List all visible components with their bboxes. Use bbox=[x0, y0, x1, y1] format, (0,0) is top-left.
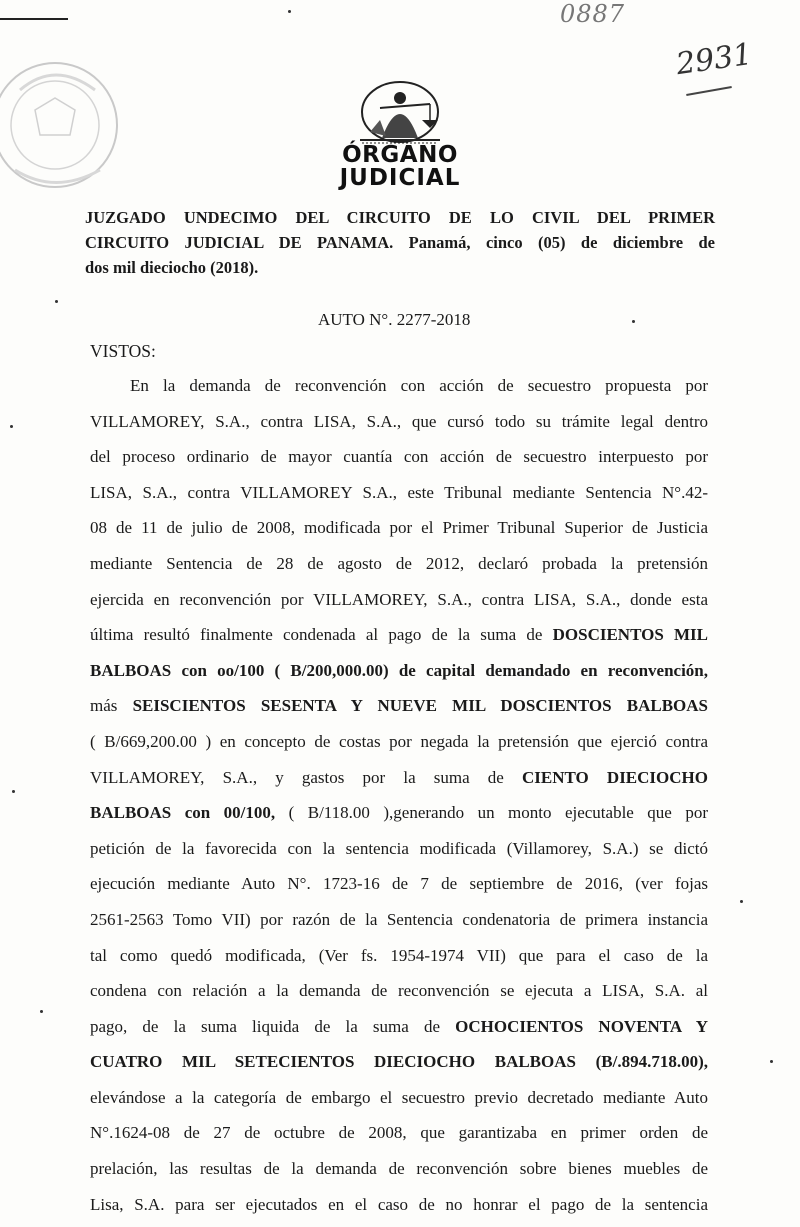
body-line: BALBOAS con 00/100, ( B/118.00 ),generando un monto ejecutable que por bbox=[90, 803, 708, 823]
document-body bbox=[90, 368, 708, 1222]
scan-speck bbox=[12, 790, 15, 793]
scan-speck bbox=[632, 320, 635, 323]
body-line: ( B/669,200.00 ) en concepto de costas por negada la pretensión que ejerció contra bbox=[90, 731, 708, 751]
header-line: dos mil dieciocho (2018). bbox=[85, 258, 259, 277]
handwritten-folio-number: 2931 bbox=[673, 36, 755, 83]
body-line: En la demanda de reconvención con acción de secuestro propuesta por bbox=[130, 376, 708, 395]
body-line: ejecución mediante Auto N°. 1723-16 de 7 de septiembre de 2016, (ver fojas bbox=[90, 874, 708, 894]
body-line: VILLAMOREY, S.A., contra LISA, S.A., que cursó todo su trámite legal dentro bbox=[90, 411, 708, 431]
scan-speck bbox=[40, 1010, 43, 1013]
body-line: petición de la favorecida con la sentencia modificada (Villamorey, S.A.) se dictó bbox=[90, 838, 708, 858]
body-line: del proceso ordinario de mayor cuantía con acción de secuestro interpuesto por bbox=[90, 447, 708, 467]
court-stamp-seal bbox=[0, 30, 140, 190]
handwritten-note: 0887 bbox=[560, 0, 626, 28]
scan-speck bbox=[10, 425, 13, 428]
body-line: VILLAMOREY, S.A., y gastos por la suma de CIENTO DIECIOCHO bbox=[90, 767, 708, 787]
header-line: CIRCUITO JUDICIAL DE PANAMA. Panamá, cinco (05) de diciembre de bbox=[85, 233, 715, 252]
scan-speck bbox=[55, 300, 58, 303]
body-line: LISA, S.A., contra VILLAMOREY S.A., este Tribunal mediante Sentencia N°.42- bbox=[90, 482, 708, 502]
body-line: prelación, las resultas de la demanda de reconvención sobre bienes muebles de bbox=[90, 1159, 708, 1179]
body-line: 2561-2563 Tomo VII) por razón de la Sentencia condenatoria de primera instancia bbox=[90, 909, 708, 929]
body-line: última resultó finalmente condenada al pago de la suma de DOSCIENTOS MIL bbox=[90, 625, 708, 645]
vistos-heading: VISTOS: bbox=[90, 341, 156, 361]
body-line: 08 de 11 de julio de 2008, modificada por el Primer Tribunal Superior de Justicia bbox=[90, 518, 708, 538]
body-line: mediante Sentencia de 28 de agosto de 2012, declaró probada la pretensión bbox=[90, 553, 708, 573]
scan-speck bbox=[288, 10, 291, 13]
body-line: CUATRO MIL SETECIENTOS DIECIOCHO BALBOAS (B/.894.718.00), bbox=[90, 1052, 708, 1072]
body-line: BALBOAS con oo/100 ( B/200,000.00) de capital demandado en reconvención, bbox=[90, 660, 708, 680]
folio-underline bbox=[686, 86, 732, 96]
court-header bbox=[85, 205, 715, 280]
auto-number-title: AUTO N°. 2277-2018 bbox=[318, 310, 471, 329]
logo-word-organo: ÓRGANO bbox=[342, 142, 458, 168]
body-line: más SEISCIENTOS SESENTA Y NUEVE MIL DOSCIENTOS BALBOAS bbox=[90, 696, 708, 716]
scan-speck bbox=[740, 900, 743, 903]
header-line: JUZGADO UNDECIMO DEL CIRCUITO DE LO CIVIL DEL PRIMER bbox=[85, 208, 715, 227]
body-line: pago, de la suma liquida de la suma de OCHOCIENTOS NOVENTA Y bbox=[90, 1016, 708, 1036]
body-line: ejercida en reconvención por VILLAMOREY, S.A., contra LISA, S.A., donde esta bbox=[90, 589, 708, 609]
body-line: elevándose a la categoría de embargo el secuestro previo decretado mediante Auto bbox=[90, 1087, 708, 1107]
body-line: N°.1624-08 de 27 de octubre de 2008, que garantizaba en primer orden de bbox=[90, 1123, 708, 1143]
logo-word-judicial: JUDICIAL bbox=[339, 165, 461, 191]
scan-speck bbox=[770, 1060, 773, 1063]
body-line: Lisa, S.A. para ser ejecutados en el caso de no honrar el pago de la sentencia bbox=[90, 1194, 708, 1214]
top-rule bbox=[0, 18, 68, 20]
body-line: condena con relación a la demanda de reconvención se ejecuta a LISA, S.A. al bbox=[90, 981, 708, 1001]
body-line: tal como quedó modificada, (Ver fs. 1954-1974 VII) que para el caso de la bbox=[90, 945, 708, 965]
